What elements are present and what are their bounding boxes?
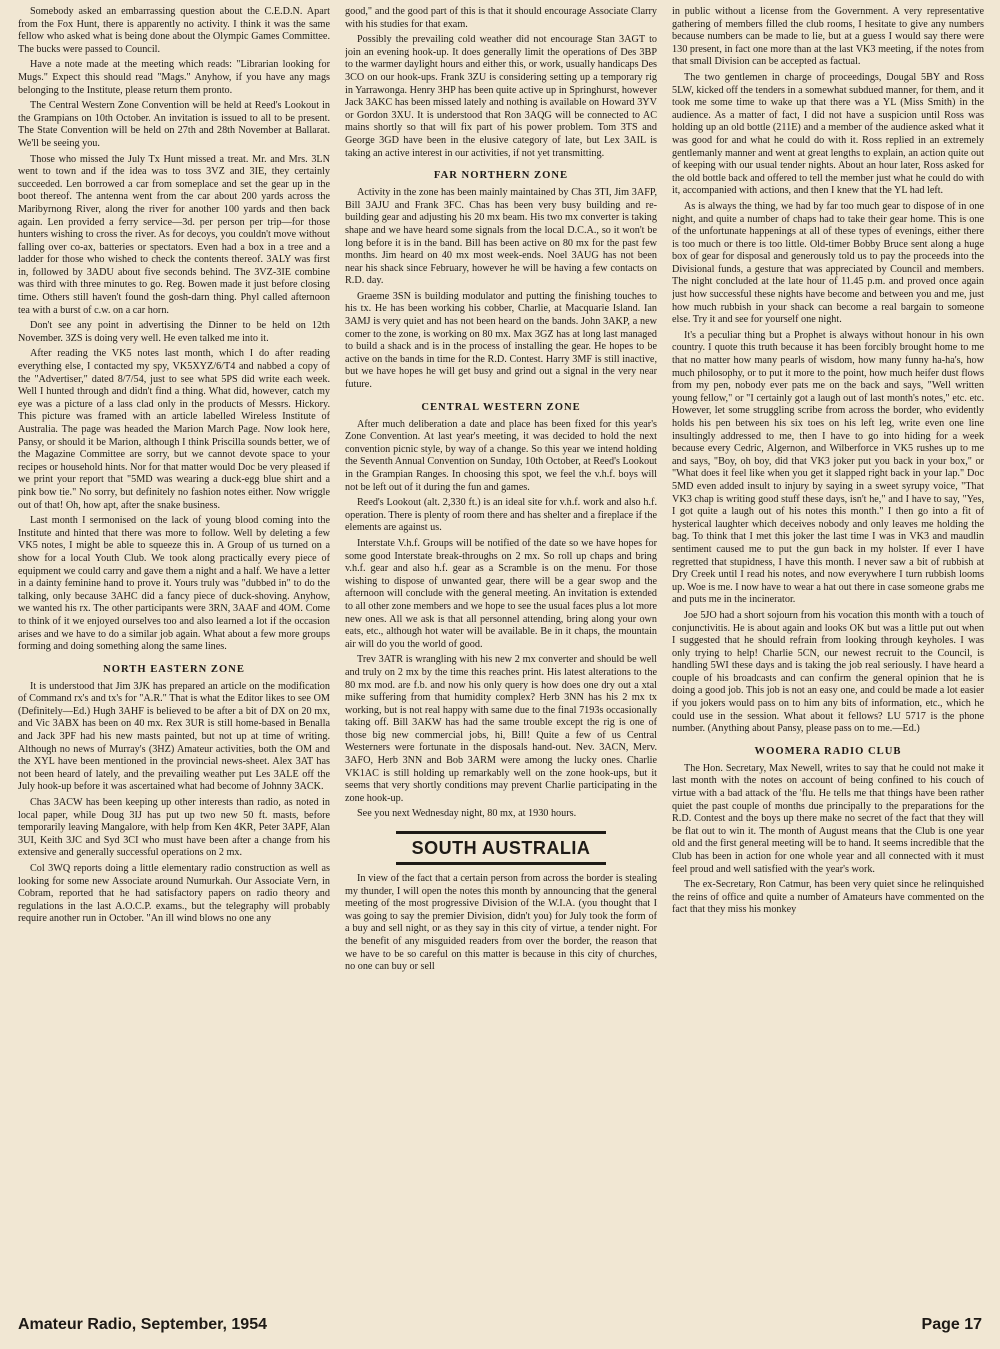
paragraph: Col 3WQ reports doing a little elementary radio construction as well as looking for some new Associate around Numurkah. Our Associate Vern, in Cobram, reported that he had satisfactory papers on radio theory and regulations in the last A.O.C.P. exams., but the telegraphy will probably require another run in October. "An ill wind blows no one any (18, 863, 330, 925)
paragraph: good," and the good part of this is that it should encourage Associate Clarry with his studies for that exam. (345, 6, 657, 30)
paragraph: Those who missed the July Tx Hunt missed a treat. Mr. and Mrs. 3LN went to town and if the idea was to toss 3VZ and 3IE, they certainly succeeded. Len borrowed a car from someplace and set the gear up in the boot thereof. The antenna went from the car about 200 yards across the Maribyrnong River, along the river for another 100 yards and then back again. Len provided a ferry service—3d. per person per trip—for those hunters wishing to cross the river. As for decoys, you couldn't move without falling over co-ax, batteries or spectators. Even had a box in a tree and a ladder for those who wished to check the contents thereof. 3ALY was first in, followed by 3ADU about five seconds behind. The 3VZ-3IE combine was third with three minutes to go. Reg. Bowen made it just before closing time. Others still haven't found the gosh-darn thing. Phyl called afternoon tea with a burst of c.w. on a car horn. (18, 153, 330, 316)
paragraph: It is understood that Jim 3JK has prepared an article on the modification of Command rx's and tx's for "A.R." That is what the Editor likes to see OM (Definitely—Ed.) Hugh 3AHF is believed to be after a bit of DX on 20 mx, and Vic 3ABX has been on 40 mx. Rex 3UR is still home-based in Benalla and Jack 3PF had his new masts painted, but not up at time of writing. Although no news of Murray's (3HZ) Amateur activities, both the OM and the XYL have been mentioned in the provincial news-sheet. Alex 3AT has not been heard of lately, and the prevailing weather put Les 3ALE off the July hook-up before it was ascertained what had become of Johnny 3ACK. (18, 680, 330, 793)
paragraph: Trev 3ATR is wrangling with his new 2 mx converter and should be well and truly on 2 mx by the time this reaches print. His latest alterations to the 80 mx mod. are f.b. and now his only query is how does one dry out a xtal mike suffering from that humidity complex? Herb 3NN has his 2 mx tx working, but is not real happy with same due to the final 7193s occasionally taking off. Bill 3AKW has had the same trouble except the rig is one of those big new commercial jobs, hi, Bill! Quite a few of us Central Westerners were fortunate in the disposals hand-out. Nev. 3ACN, Merv. 3AFO, Herb 3NN and Bob 3ARM were among the lucky ones. Charlie VK1AC is still holding up remarkably well on the zone hook-ups, but it seems that very shortly conditions may prevent Charlie participating in the zone hook-up. (345, 654, 657, 804)
paragraph: It's a peculiar thing but a Prophet is always without honour in his own country. I quote this truth because it has been forcibly brought home to me that no matter how many pearls of wisdom, how many funny ha-ha's, how much philosophy, or to put it more to the point, how much heifer dust flows from my pen, nobody ever pats me on the back and says, "Well written young fellow," or "I certainly got a laugh out of last month's notes," etc. etc. However, let some struggling scribe from across the border, who evidently holds his pen between his six toes on his left leg, write even one line insultingly addressed to me, then I have to go into hiding for a week because every Cedric, Algernon, and Wilberforce in VK5 rushes up to me and says, "Boy, oh boy, did that VK3 joker put you back in your box," or "What does it feel like when you get it slapped right back in your lap." Doc 5MD even added insult to injury by saying in a sweet syrupy voice, "That VK3 chap is writing good stuff these days, isn't he," and I have to say, "Yes, I got quite a laugh out of his notes this month." I then go into a fit of hysterical laughter which deceives nobody and only leaves me holding the bag. To think that I met this joker the last time I was in VK3 and maudlin sentiment caused me to put the gun back in my holster. If ever I have regretted that stupidness, I have this month. I never saw a bit of rubbish at Dry Creek until I read his notes, and now everywhere I turn rubbish looms up. Woe is me. I now have to wear a hat out there in case someone grabs me and puts me in the incinerator. (672, 329, 984, 606)
paragraph: See you next Wednesday night, 80 mx, at 1930 hours. (357, 808, 577, 820)
paragraph: After much deliberation a date and place has been fixed for this year's Zone Convention. At last year's meeting, it was decided to hold the next convention picnic style, by way of a change. So this year we intend holding the Seventh Annual Convention on Sunday, 10th October, at Reed's Lookout in the Grampian Ranges. In choosing this spot, we feel the v.h.f. boys will not be left out of it during the fun and games. (345, 418, 657, 493)
paragraph: Joe 5JO had a short sojourn from his vocation this month with a touch of conjunctivitis. He is about again and looks OK but was a little put out when I suggested that he should refrain from looking through keyholes. I was only trying to help! Charlie 5CN, our newest recruit to the Council, is handling 5WI these days and is taking the job real seriously. I have heard a couple of his broadcasts and can confirm the general opinion that he is doing a good job. This job is not an easy one, and could be made a lot easier if you jokers would pass on to him any bits of information, etc., which he could use in the session. What about it fellows? LU 5717 is the phone number. (Anything about Pansy, please pass on to me.—Ed.) (672, 609, 984, 735)
paragraph: The two gentlemen in charge of proceedings, Dougal 5BY and Ross 5LW, kicked off the tenders in a somewhat subdued manner, for them, and it took me some time to wake up that there was a YL (Miss Smith) in the audience. As a matter of fact, I did not have a suspicion until Ross was holding up an old bottle (211E) and a member of the audience asked what it was good for and what he could do with it. Ross replied in an extremely gentlemanly manner and went at great lengths to explain, an action quite out of keeping with our usual tender nights. About an hour later, Ross asked for the old bottle back and offered to tell the member just what he could do with it, accompanied with actions, and then I knew that the YL had left. (672, 71, 984, 197)
section-heading-far-northern-zone: FAR NORTHERN ZONE (433, 170, 569, 182)
article-columns (18, 6, 984, 1306)
section-heading-central-western-zone: CENTRAL WESTERN ZONE (421, 401, 581, 413)
column-2 (345, 6, 657, 1306)
paragraph: Possibly the prevailing cold weather did not encourage Stan 3AGT to join an evening hook-up. It does generally limit the operations of Des 3BP to the warmer daylight hours and either this, or work, usually handicaps Des 3CO on our hook-ups. Frank 3ZU is considering setting up a temporary rig in Yarrawonga. Henry 3HP has been quite active up in Springhurst, however Jack 3AKC has been missed lately and nothing is available on Howard 3YV or Gordon 3XU. It is understood that Ron 3AQG will be connected to AC mains shortly so that will fix part of his power problem. Tom 3TS and George 3GD have been in the elusive category of late, but Lex 3AIL is taking an active interest in our activities, if not yet transmitting. (345, 34, 657, 159)
paragraph: Interstate V.h.f. Groups will be notified of the date so we have hopes for some good Interstate break-throughs on 2 mx. So roll up chaps and bring v.h.f. gear and also h.f. gear as a Scramble is on the menu. For those wishing to dispose of unwanted gear, there will be a gear swop and the afternoon will conclude with the general meeting. An invitation is extended to all other zone members and we hope to see the usual faces plus a lot more new ones. All we ask is that all personnel attending, bring along your own eats, etc., although hot water will be available. Be in it chaps, the mountain air will do you the world of good. (345, 537, 657, 650)
paragraph: As is always the thing, we had by far too much gear to dispose of in one night, and quite a number of chaps had to take their gear home. This is one of the unfortunate happenings at all of these types of evenings, either there is too much or there is too little. Old-timer Bobby Bruce sent along a huge box of gear for disposal and generously told us to pay the proceeds into the Divisional funds, a gesture that was appreciated by Council and members. The night concluded at the late hour of 11.45 p.m. and proved once again just how successful these nights have become and between you and me, just how much rubbish in your shack can become a real bargain to someone else. Try it and see for yourself one night. (672, 200, 984, 326)
column-3 (672, 6, 984, 1306)
page-number: Page 17 (921, 1316, 982, 1333)
paragraph: Have a note made at the meeting which reads: "Librarian looking for Mugs." Expect this should read "Mags." Anyhow, if you have any mags belonging to the Institute, please return them pronto. (18, 59, 330, 96)
paragraph: The Hon. Secretary, Max Newell, writes to say that he could not make it last month with the notes on account of being confined to his couch of virtue with a bad attack of the 'flu. He tells me that things have been rather quiet the past couple of months due principally to the preparations for the R.D. Contest and the boys up there make no secret of the fact that they will be flat out to win it. The month of August means that the Club is one year old and the first general meeting will be to hand. It seems incredible that the Club has been in action for one whole year and all connected with it must feel proud and well satisfied with the year's work. (672, 762, 984, 875)
paragraph: Last month I sermonised on the lack of young blood coming into the Institute and hinted that there was more to follow. Well by deleting a few VK5 notes, I might be able to squeeze this in. A Group of us turned on a show for a local Youth Club. We took along practically every piece of equipment we could carry and gave them a night and a half. We have a letter in a dainty feminine hand to prove it. Yours truly was "dubbed in" to do the talking, only because 3AHC did a fancy piece of duck-shoving. Anyhow, we wanted his rx. The other participants were 3RN, 3AAF and 4OM. Come to think of it we enjoyed ourselves too and also learned a lot if the occasion arises and we have to do a similar job again. What about a few more groups forming and doing something along the same lines. (18, 515, 330, 653)
section-heading-woomera-radio-club: WOOMERA RADIO CLUB (754, 745, 902, 757)
paragraph: in public without a license from the Government. A very representative gathering of members filled the club rooms, I hesitate to give any numbers because numbers can be made to lie, but at a guess I would say there were 130 present, in fact one more than at the last VK3 meeting, if the notes from that small Division can be accepted as factual. (672, 6, 984, 68)
column-1 (18, 6, 330, 1306)
paragraph: In view of the fact that a certain person from across the border is stealing my thunder, I will open the notes this month by announcing that the general meeting of the most progressive Division of the W.I.A. (you thought that I was going to say the premier Division, didn't you) for July took the form of a buy and sell night, or as they say in this city of virtue, a tender night. For the benefit of any misguided readers from over the border, the reason that we have to be so careful on this matter is because in this city of churches, no one can buy or sell (345, 873, 657, 973)
paragraph: The ex-Secretary, Ron Catmur, has been very quiet since he relinquished the reins of office and quite a number of Amateurs have commented on the fact that they miss his monkey (672, 879, 984, 916)
paragraph: Chas 3ACW has been keeping up other interests than radio, as noted in local paper, while Doug 3IJ has put up two new 50 ft. masts, before temporarily leaving Mangalore, with help from Ken 4KR, Peter 3APF, Alan 3UI, Keith 3JC and Syd 3CI who must have been after a change from his extensive and generally successful operations on 2 mx. (18, 797, 330, 859)
paragraph: Somebody asked an embarrassing question about the C.E.D.N. Apart from the Fox Hunt, there is apparently no activity. I think it was the same fellow who asked what is being done about the Olympic Games Committee. The bucks were passed to Council. (18, 6, 330, 55)
section-heading-north-eastern-zone: NORTH EASTERN ZONE (103, 663, 245, 675)
paragraph: Don't see any point in advertising the Dinner to be held on 12th November. 3ZS is doing very well. He even talked me into it. (18, 320, 330, 344)
paragraph: Graeme 3SN is building modulator and putting the finishing touches to his tx. He has been working his cobber, Charlie, at Macquarie Island. Ian 3AMJ is very quiet and has not been heard on the bands. John 3AKP, a new comer to the zone, is working on 80 mx. Max 3GZ has at long last managed to build a shack and is in the process of installing the gear. He hopes to be active on the bands in time for the R.D. Contest. Harry 3MF is still inactive, but we have hopes he will get busy and grind out a signal in the very near future. (345, 290, 657, 391)
page-footer (18, 1312, 982, 1338)
paragraph: The Central Western Zone Convention will be held at Reed's Lookout in the Grampians on 10th October. An invitation is issued to all to be present. The State Convention will be held on 27th and 28th November at Ballarat. We'll be seeing you. (18, 100, 330, 149)
paragraph: Activity in the zone has been mainly maintained by Chas 3TI, Jim 3AFP, Bill 3AJU and Frank 3FC. Chas has been very busy building and re-building gear and adjusting his 20 mx beam. His two mx converter is taking shape and we have heard some signals from the local D.C.A., so it won't be long before it is in the band. Bill has been active on 80 mx for the past few months. Jim heard on 40 mx most week-ends. Noel 3AUG has not been near his shack since February, however he will be having a few contacts on R.D. day. (345, 187, 657, 287)
paragraph: After reading the VK5 notes last month, which I do after reading everything else, I contacted my spy, VK5XYZ/6/T4 and nabbed a copy of the "Advertiser," dated 8/7/54, just to see what 5PS did write each week. Well I hunted through and didn't find a thing. What did, however, catch my eye was a picture of a lass clad only in the products of Messrs. Hickory. This picture was framed with an article labelled Wireless Institute of Australia. The page was headed the Marion March Page. Now look here, Pansy, or should it be Marion, although I think Priscilla sounds better, we of the Magazine Committee are sorry, but we cannot devote space to your recipes or household hints. Nor for that matter would Doc be very pleased if we print your report that "5MD was wearing a duck-egg blue shirt and a pink bow tie." No sorry, but definitely no fashion notes either. Now wriggle out of that! Oh, how apt, after the snake business. (18, 348, 330, 511)
section-heading-south-australia: SOUTH AUSTRALIA (396, 831, 606, 865)
publication-info: Amateur Radio, September, 1954 (18, 1316, 267, 1333)
paragraph: Reed's Lookout (alt. 2,330 ft.) is an ideal site for v.h.f. work and also h.f. operation. There is plenty of room there and has shelter and a fireplace if the elements are against us. (345, 497, 657, 534)
